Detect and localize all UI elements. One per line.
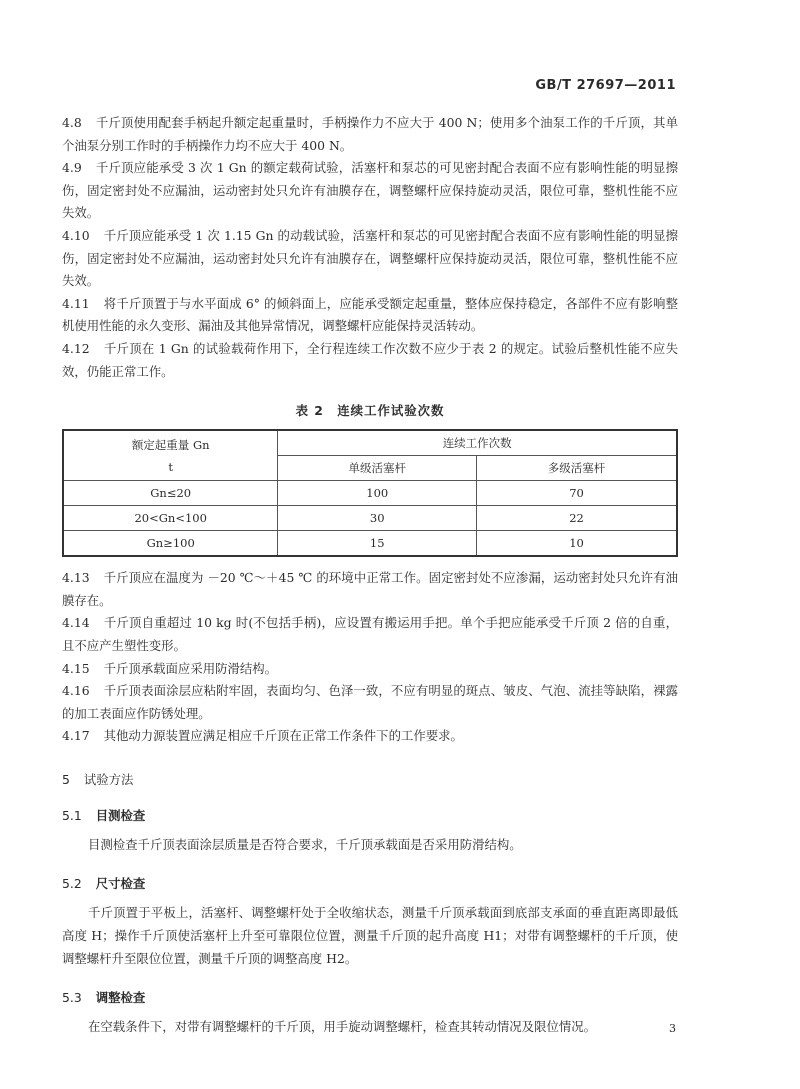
table-row — [63, 531, 677, 557]
cell-range: 20<Gn<100 — [63, 506, 278, 531]
clause-text: 其他动力源装置应满足相应千斤顶在正常工作条件下的工作要求。 — [103, 728, 463, 744]
clause-number: 4.12 — [62, 340, 90, 356]
header-rated-load — [63, 430, 278, 481]
clause-number: 4.11 — [62, 295, 90, 311]
clause-4-12 — [62, 338, 678, 383]
clause-4-11 — [62, 293, 678, 338]
clause-number: 4.8 — [62, 115, 82, 130]
subsection-title: 尺寸检查 — [95, 876, 146, 892]
section-number: 5 — [62, 771, 70, 787]
subsection-5-2-heading — [62, 874, 678, 892]
cell-range: Gn≥100 — [63, 531, 278, 557]
clause-number: 4.10 — [62, 227, 90, 243]
table-row — [63, 506, 677, 531]
clause-number: 4.15 — [62, 660, 90, 676]
subsection-title: 调整检查 — [95, 990, 146, 1006]
subsection-5-1-text: 目测检查千斤顶表面涂层质量是否符合要求，千斤顶承载面是否采用防滑结构。 — [88, 836, 522, 852]
clause-text: 千斤顶应能承受 3 次 1 Gn 的额定载荷试验，活塞杆和泵芯的可见密封配合表面不应有影响性能的明显擦伤，固定密封处不应漏油，运动密封处只允许有油膜存在，调整螺杆应保持旋动灵活，限位可靠，整机性能不应失效。 — [62, 160, 678, 221]
subsection-5-1-heading — [62, 806, 678, 824]
clause-number: 4.9 — [62, 160, 82, 176]
clause-text: 千斤顶表面涂层应粘附牢固，表面均匀、色泽一致，不应有明显的斑点、皱皮、气泡、流挂等缺陷，裸露的加工表面应作防锈处理。 — [62, 683, 678, 721]
header-multi-stage: 多级活塞杆 — [477, 456, 677, 481]
clause-4-16 — [62, 680, 678, 725]
cell-single: 30 — [278, 506, 477, 531]
subsection-5-3-text: 在空载条件下，对带有调整螺杆的千斤顶，用手旋动调整螺杆，检查其转动情况及限位情况。 — [88, 1019, 597, 1035]
page-number: 3 — [669, 1022, 676, 1035]
clause-4-8 — [62, 112, 678, 157]
subsection-number: 5.3 — [62, 990, 82, 1006]
clause-4-9 — [62, 157, 678, 225]
clause-number: 4.17 — [62, 728, 90, 744]
clause-text: 千斤顶承载面应采用防滑结构。 — [103, 660, 278, 676]
clause-text: 千斤顶使用配套手柄起升额定起重量时，手柄操作力不应大于 400 N；使用多个油泵工作的千斤顶，其单个油泵分别工作时的手柄操作力均不应大于 400 N。 — [62, 115, 678, 153]
clause-number: 4.14 — [62, 615, 90, 631]
header-continuous-work: 连续工作次数 — [278, 430, 677, 456]
cell-multi: 22 — [477, 506, 677, 531]
clause-text: 千斤顶应在温度为 －20 ℃～＋45 ℃ 的环境中正常工作。固定密封处不应渗漏，运动密封处只允许有油膜存在。 — [62, 570, 678, 608]
clause-4-13 — [62, 567, 678, 612]
clause-4-17 — [62, 725, 678, 748]
header-rated-load-label: 额定起重量 Gn — [131, 437, 210, 452]
cell-multi: 10 — [477, 531, 677, 557]
clause-text: 千斤顶应能承受 1 次 1.15 Gn 的动载试验，活塞杆和泵芯的可见密封配合表面不应有影响性能的明显擦伤，固定密封处不应漏油，运动密封处只允许有油膜存在，调整螺杆应保持旋动灵活，限位可靠，整机性能不应失效。 — [62, 227, 678, 289]
cell-single: 100 — [278, 481, 477, 506]
document-body — [62, 112, 678, 1039]
subsection-5-2-text: 千斤顶置于平板上，活塞杆、调整螺杆处于全收缩状态，测量千斤顶承载面到底部支承面的垂直距离即最低高度 H；操作千斤顶使活塞杆上升至可靠限位位置，测量千斤顶的起升高度 H1；对带有调整螺杆的千斤顶，使调整螺杆升至限位位置，测量千斤顶的调整高度 H2。 — [62, 905, 678, 966]
clause-text: 千斤顶在 1 Gn 的试验载荷作用下，全行程连续工作次数不应少于表 2 的规定。试验后整机性能不应失效，仍能正常工作。 — [62, 340, 678, 379]
clause-4-15 — [62, 658, 678, 681]
section-title: 试验方法 — [83, 771, 134, 787]
cell-single: 15 — [278, 531, 477, 557]
clause-4-14 — [62, 612, 678, 657]
clause-number: 4.13 — [62, 570, 90, 586]
table-row — [63, 481, 677, 506]
cell-multi: 70 — [477, 481, 677, 506]
subsection-number: 5.1 — [62, 807, 82, 823]
clause-4-10 — [62, 225, 678, 293]
table-title: 表 2 连续工作试验次数 — [295, 403, 445, 419]
header-single-stage: 单级活塞杆 — [278, 456, 477, 481]
standard-number: GB/T 27697—2011 — [535, 78, 676, 93]
section-5-heading — [62, 770, 678, 788]
clause-text: 将千斤顶置于与水平面成 6° 的倾斜面上，应能承受额定起重量，整体应保持稳定，各部件不应有影响整机使用性能的永久变形、漏油及其他异常情况，调整螺杆应能保持灵活转动。 — [62, 295, 678, 334]
cell-range: Gn≤20 — [63, 481, 278, 506]
subsection-title: 目测检查 — [95, 807, 146, 823]
subsection-5-3-heading — [62, 988, 678, 1006]
subsection-number: 5.2 — [62, 876, 82, 892]
continuous-work-table — [62, 429, 678, 557]
header-rated-load-unit: t — [168, 459, 173, 474]
clause-text: 千斤顶自重超过 10 kg 时(不包括手柄)，应设置有搬运用手把。单个手把应能承受千斤顶 2 倍的自重，且不应产生塑性变形。 — [62, 615, 678, 653]
clause-number: 4.16 — [62, 683, 90, 699]
